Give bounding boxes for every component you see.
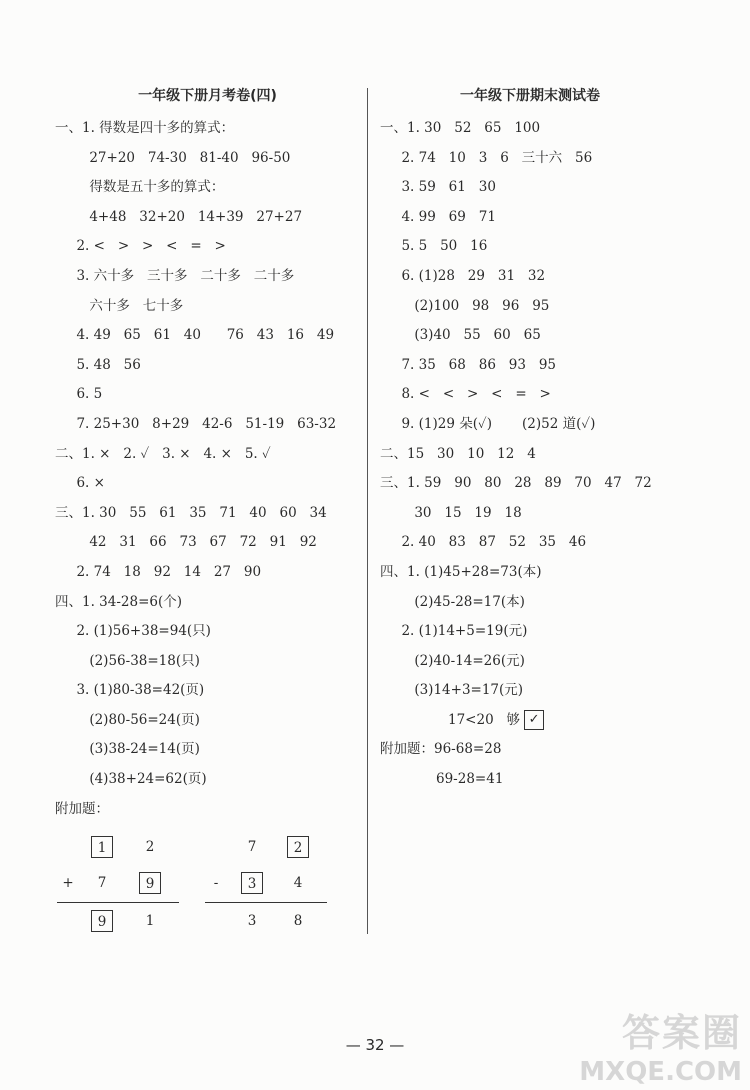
digit: 7	[97, 875, 107, 892]
minus-sign: -	[213, 875, 219, 892]
digit-box: 3	[241, 872, 263, 894]
answer-line: 2. 40 83 87 52 35 46	[380, 534, 587, 551]
page-number: — 32 —	[345, 1036, 405, 1054]
answer-line: 附加题：	[55, 800, 109, 817]
answer-line: 6. ×	[55, 475, 105, 492]
answer-line: 5. 5 50 16	[380, 238, 488, 255]
answer-line: 42 31 66 73 67 72 91 92	[55, 534, 317, 551]
answer-line: 二、15 30 10 12 4	[380, 445, 536, 462]
digit-box: 1	[91, 836, 113, 858]
answer-line: (4)38+24=62(页)	[55, 771, 207, 788]
answer-line: (3)38-24=14(页)	[55, 741, 200, 758]
answer-line: 四、1. 34-28=6(个)	[55, 593, 183, 610]
enough-line	[380, 706, 710, 736]
digit: 7	[247, 839, 257, 856]
watermark-bottom: MXQE.COM	[579, 1057, 742, 1087]
answer-line: (3)14+3=17(元)	[380, 682, 524, 699]
digit: 8	[293, 913, 303, 930]
watermark-top: 答案圈	[621, 1011, 742, 1055]
right-column	[380, 78, 710, 795]
answer-line: (2)56-38=18(只)	[55, 652, 200, 669]
digit: 3	[247, 913, 257, 930]
enough-text: 17<20 够	[448, 711, 521, 728]
digit: 1	[145, 913, 155, 930]
left-title: 一年级下册月考卷(四)	[138, 88, 277, 104]
digit: 4	[293, 875, 303, 892]
answer-line: 7. 25+30 8+29 42-6 51-19 63-32	[55, 415, 337, 432]
answer-line: (3)40 55 60 65	[380, 327, 541, 344]
check-box: ✓	[524, 710, 544, 730]
right-answer-list	[380, 114, 710, 795]
left-column	[55, 78, 360, 947]
vertical-arithmetic	[55, 832, 360, 947]
answer-line: 二、1. × 2. ✓ 3. × 4. × 5. ✓	[55, 445, 271, 462]
answer-line: 2. (1)14+5=19(元)	[380, 623, 528, 640]
extra-line: 附加题：96-68=28	[380, 741, 502, 758]
sum-rule	[57, 902, 179, 903]
answer-line: 2. < > > < = >	[55, 238, 226, 255]
answer-line: 3. 六十多 三十多 二十多 二十多	[55, 267, 295, 284]
answer-line: 得数是五十多的算式：	[55, 179, 225, 196]
answer-line: 三、1. 59 90 80 28 89 70 47 72	[380, 475, 652, 492]
answer-line: (2)80-56=24(页)	[55, 711, 200, 728]
answer-line: 三、1. 30 55 61 35 71 40 60 34	[55, 504, 327, 521]
answer-line: 3. (1)80-38=42(页)	[55, 682, 205, 699]
digit-box: 9	[91, 910, 113, 932]
answer-line: 3. 59 61 30	[380, 179, 496, 196]
answer-line: 四、1. (1)45+28=73(本)	[380, 563, 542, 580]
answer-line: 6. 5	[55, 386, 103, 403]
answer-line: 六十多 七十多	[55, 297, 184, 314]
digit: 2	[145, 839, 155, 856]
answer-line: 5. 48 56	[55, 356, 141, 373]
left-answer-list	[55, 114, 360, 824]
answer-line: 27+20 74-30 81-40 96-50	[55, 149, 291, 166]
answer-line: (2)100 98 96 95	[380, 297, 550, 314]
answer-line: 4. 99 69 71	[380, 208, 496, 225]
answer-line: 4. 49 65 61 40 76 43 16 49	[55, 327, 335, 344]
digit-box: 9	[139, 872, 161, 894]
answer-line: 一、1. 30 52 65 100	[380, 120, 541, 136]
answer-line: 7. 35 68 86 93 95	[380, 356, 557, 373]
answer-line: (2)40-14=26(元)	[380, 652, 525, 669]
answer-line: 一、1. 得数是四十多的算式：	[55, 120, 235, 136]
answer-line: 8. < < > < = >	[380, 386, 551, 403]
answer-line: 4+48 32+20 14+39 27+27	[55, 208, 303, 225]
answer-line: 6. (1)28 29 31 32	[380, 267, 546, 284]
answer-line: 9. (1)29 朵(✓) (2)52 道(✓)	[380, 415, 596, 432]
right-title: 一年级下册期末测试卷	[460, 88, 600, 104]
plus-sign: +	[62, 875, 74, 892]
watermark-logo	[572, 1002, 742, 1086]
digit-box: 2	[287, 836, 309, 858]
extra-line: 69-28=41	[436, 771, 504, 788]
answer-line: 30 15 19 18	[380, 504, 522, 521]
difference-rule	[205, 902, 327, 903]
answer-line: (2)45-28=17(本)	[380, 593, 525, 610]
answer-line: 2. (1)56+38=94(只)	[55, 623, 211, 640]
answer-line: 2. 74 10 3 6 三十六 56	[380, 149, 593, 166]
answer-line: 2. 74 18 92 14 27 90	[55, 563, 262, 580]
column-divider	[367, 88, 368, 934]
